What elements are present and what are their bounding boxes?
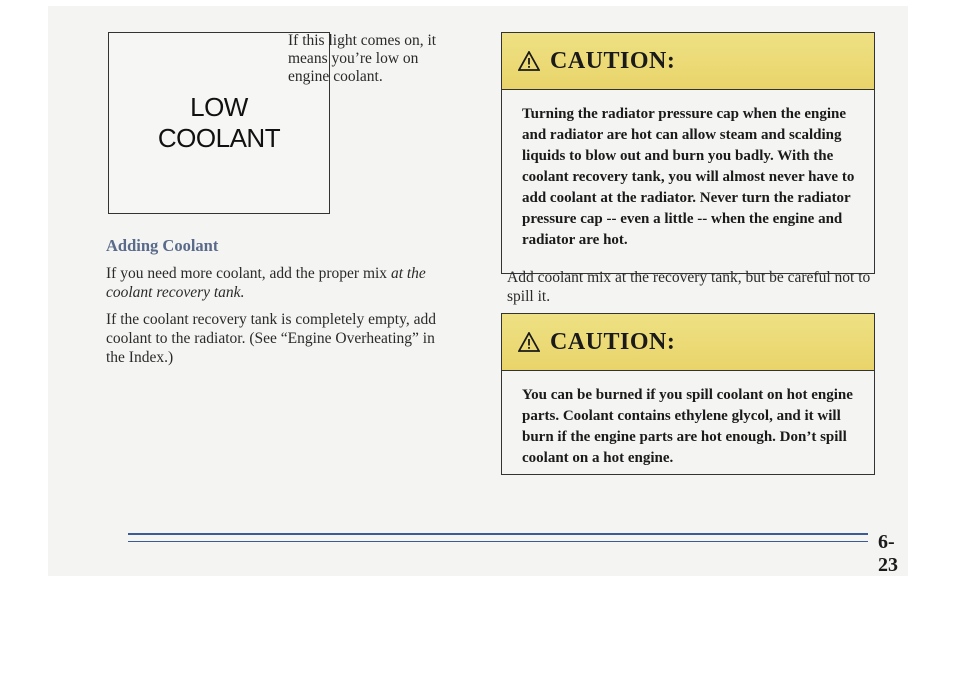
caution-header-2 [502, 314, 874, 371]
recovery-note: Add coolant mix at the recovery tank, but be careful not to spill it. [507, 269, 871, 305]
paragraph-2: If the coolant recovery tank is completely empty, add coolant to the radiator. (See “Engine Overheating” in the Index.) [106, 311, 436, 366]
section-body [106, 264, 454, 375]
indicator-line-1: LOW [190, 92, 248, 122]
warning-triangle-icon [518, 332, 540, 352]
section-heading: Adding Coolant [106, 236, 219, 255]
caution-box-2 [501, 313, 875, 475]
footer-rule-bottom [128, 541, 868, 542]
indicator-line-2: COOLANT [157, 123, 281, 153]
caution-title-2: CAUTION: [550, 328, 676, 355]
manual-page [48, 6, 908, 576]
indicator-description: If this light comes on, it means you’re low on engine coolant. [288, 32, 437, 85]
caution-header-1 [502, 33, 874, 90]
caution-text-1: Turning the radiator pressure cap when the engine and radiator are hot can allow steam and scalding liquids to blow out and burn you badly. With the coolant recovery tank, you will almost never have to add coolant at the radiator. Never turn the radiator pressure cap -- even a little -- when the engine and radiator are hot. [522, 106, 855, 248]
caution-title-1: CAUTION: [550, 47, 676, 74]
caution-box-1 [501, 32, 875, 274]
footer-rule-top [128, 533, 868, 535]
warning-triangle-icon [518, 51, 540, 71]
page-number: 6-23 [878, 531, 898, 576]
paragraph-1: If you need more coolant, add the proper mix at the coolant recovery tank. [106, 265, 426, 301]
caution-text-2: You can be burned if you spill coolant on hot engine parts. Coolant contains ethylene glycol, and it will burn if the engine parts are hot enough. Don’t spill coolant on a hot engine. [522, 387, 853, 466]
